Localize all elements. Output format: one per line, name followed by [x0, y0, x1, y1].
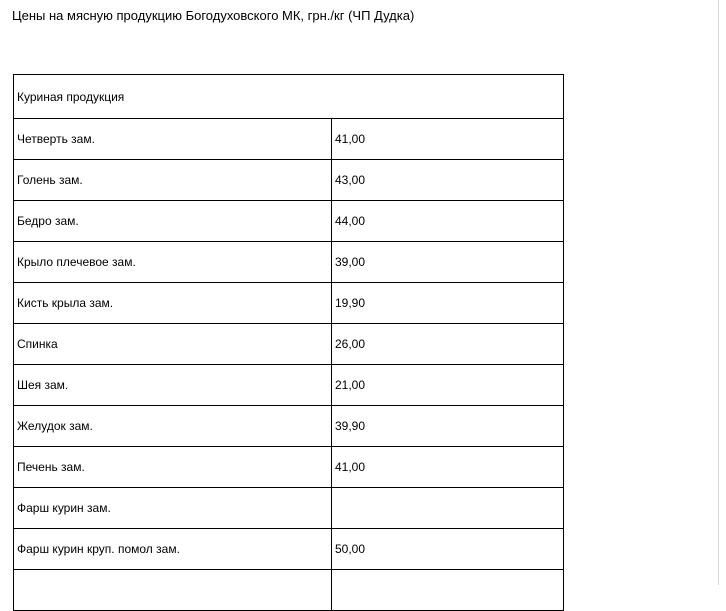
product-name: Фарш курин круп. помол зам.	[14, 529, 332, 570]
table-row	[14, 529, 564, 570]
table-row	[14, 406, 564, 447]
product-name: Фарш курин зам.	[14, 488, 332, 529]
product-price: 41,00	[332, 119, 564, 160]
product-name: Бедро зам.	[14, 201, 332, 242]
product-name: Шея зам.	[14, 365, 332, 406]
product-name: Крыло плечевое зам.	[14, 242, 332, 283]
table-row	[14, 365, 564, 406]
table-row	[14, 201, 564, 242]
table-row	[14, 160, 564, 201]
table-row	[14, 324, 564, 365]
price-table	[13, 74, 564, 611]
table-row	[14, 447, 564, 488]
product-price: 21,00	[332, 365, 564, 406]
product-name: Голень зам.	[14, 160, 332, 201]
product-price: 41,00	[332, 447, 564, 488]
product-price: 26,00	[332, 324, 564, 365]
product-price: 39,00	[332, 242, 564, 283]
table-row	[14, 242, 564, 283]
product-name	[14, 570, 332, 611]
product-price: 39,90	[332, 406, 564, 447]
product-price	[332, 488, 564, 529]
page-title: Цены на мясную продукцию Богодуховского МК, грн./кг (ЧП Дудка)	[12, 8, 415, 23]
product-name: Желудок зам.	[14, 406, 332, 447]
section-title: Куриная продукция	[14, 75, 564, 119]
table-row	[14, 488, 564, 529]
product-price: 44,00	[332, 201, 564, 242]
table-row	[14, 119, 564, 160]
product-price	[332, 570, 564, 611]
product-price: 43,00	[332, 160, 564, 201]
product-name: Четверть зам.	[14, 119, 332, 160]
table-row	[14, 283, 564, 324]
product-price: 19,90	[332, 283, 564, 324]
product-name: Печень зам.	[14, 447, 332, 488]
product-name: Спинка	[14, 324, 332, 365]
table-row	[14, 570, 564, 611]
table-section-row	[14, 75, 564, 119]
product-name: Кисть крыла зам.	[14, 283, 332, 324]
page-right-border	[718, 0, 719, 585]
product-price: 50,00	[332, 529, 564, 570]
